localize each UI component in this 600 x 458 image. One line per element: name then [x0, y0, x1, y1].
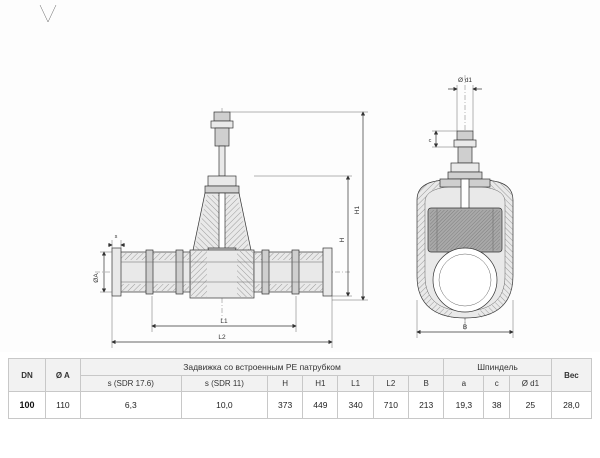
cell-h: 373: [267, 392, 302, 419]
header-weight: Вес: [551, 359, 591, 392]
header-d1: Ø d1: [510, 376, 552, 392]
table-header-row-1: [9, 359, 592, 376]
svg-text:ØA: ØA: [93, 273, 100, 283]
table-header-row-2: [9, 376, 592, 392]
cell-b: 213: [409, 392, 444, 419]
svg-text:H: H: [339, 237, 346, 243]
cell-d1: 25: [510, 392, 552, 419]
cell-l1: 340: [338, 392, 373, 419]
cell-outer-diameter: 110: [46, 392, 81, 419]
cell-s-sdr11: 10,0: [181, 392, 267, 419]
header-c: c: [484, 376, 510, 392]
svg-text:c: c: [428, 138, 432, 144]
cell-a: 19,3: [444, 392, 484, 419]
cell-l2: 710: [373, 392, 408, 419]
header-dn: DN: [9, 359, 46, 392]
svg-text:s: s: [114, 234, 118, 240]
svg-text:L1: L1: [220, 318, 228, 325]
cell-s-sdr176: 6,3: [80, 392, 181, 419]
cell-dn: 100: [9, 392, 46, 419]
header-outer-diameter: Ø A: [46, 359, 81, 392]
header-l2: L2: [373, 376, 408, 392]
cell-weight: 28,0: [551, 392, 591, 419]
header-b: B: [409, 376, 444, 392]
svg-text:B: B: [462, 324, 468, 331]
svg-text:L2: L2: [218, 334, 226, 341]
header-group-valve: Задвижка со встроенным РЕ патрубком: [80, 359, 444, 376]
svg-text:H1: H1: [354, 205, 361, 215]
header-a: a: [444, 376, 484, 392]
header-l1: L1: [338, 376, 373, 392]
cell-h1: 449: [303, 392, 338, 419]
table-body: [9, 392, 592, 419]
svg-text:Ø d1: Ø d1: [457, 77, 473, 84]
cell-c: 38: [484, 392, 510, 419]
header-group-spindle: Шпиндель: [444, 359, 551, 376]
table-header: [9, 359, 592, 392]
specification-table: [8, 358, 592, 419]
header-h: H: [267, 376, 302, 392]
header-s-sdr176: s (SDR 17.6): [80, 376, 181, 392]
table-row: [9, 392, 592, 419]
header-s-sdr11: s (SDR 11): [181, 376, 267, 392]
header-h1: H1: [303, 376, 338, 392]
